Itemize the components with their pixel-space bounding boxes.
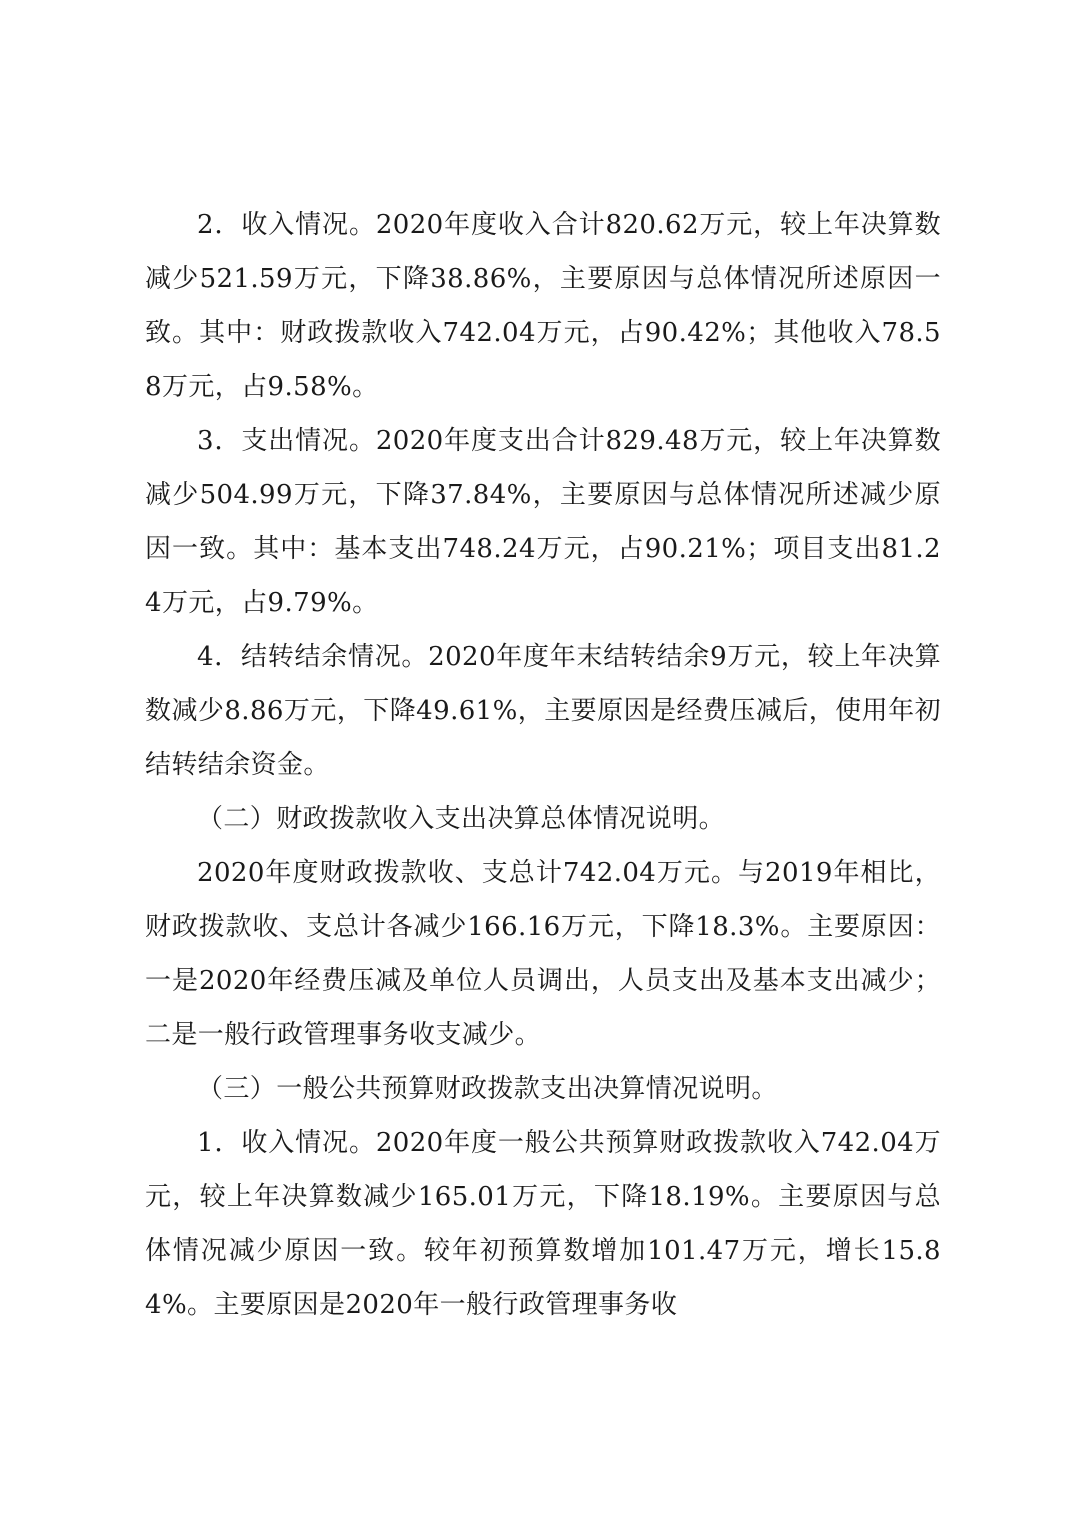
document-body: [145, 198, 941, 1332]
section-heading-2: （二）财政拨款收入支出决算总体情况说明。: [197, 804, 726, 834]
paragraph-income: 2．收入情况。2020年度收入合计820.62万元，较上年决算数减少521.59万元，下降38.86%，主要原因与总体情况所述原因一致。其中：财政拨款收入742.04万元，占90.42%；其他收入78.58万元，占9.58%。: [145, 210, 941, 402]
paragraph-carryover: 4．结转结余情况。2020年度年末结转结余9万元，较上年决算数减少8.86万元，下降49.61%，主要原因是经费压减后，使用年初结转结余资金。: [145, 642, 941, 780]
section-heading-3: （三）一般公共预算财政拨款支出决算情况说明。: [197, 1074, 778, 1104]
paragraph-expenditure: 3．支出情况。2020年度支出合计829.48万元，较上年决算数减少504.99万元，下降37.84%，主要原因与总体情况所述减少原因一致。其中：基本支出748.24万元，占90.21%；项目支出81.24万元，占9.79%。: [145, 426, 941, 618]
paragraph-general-budget-income: 1．收入情况。2020年度一般公共预算财政拨款收入742.04万元，较上年决算数减少165.01万元，下降18.19%。主要原因与总体情况减少原因一致。较年初预算数增加101.47万元，增长15.84%。主要原因是2020年一般行政管理事务收: [145, 1128, 941, 1320]
paragraph-fiscal-total: 2020年度财政拨款收、支总计742.04万元。与2019年相比，财政拨款收、支总计各减少166.16万元，下降18.3%。主要原因：一是2020年经费压减及单位人员调出，人员支出及基本支出减少；二是一般行政管理事务收支减少。: [145, 858, 941, 1050]
